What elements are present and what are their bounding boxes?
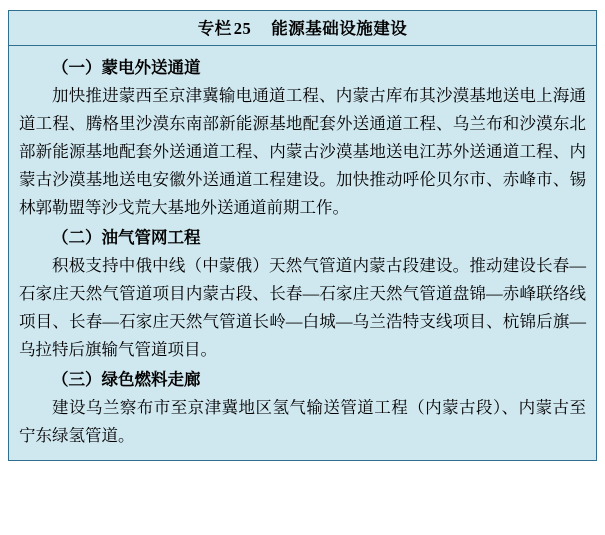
box-title-label: 专栏 [197, 19, 232, 38]
section-heading-3: （三）绿色燃料走廊 [52, 370, 201, 389]
box-title-number: 25 [233, 19, 252, 38]
box-title-text: 能源基础设施建设 [271, 19, 408, 38]
feature-box [8, 10, 597, 461]
section-body-1: 加快推进蒙西至京津冀输电通道工程、内蒙古库布其沙漠基地送电上海通道工程、腾格里沙漠东南部新能源基地配套外送通道工程、乌兰布和沙漠东北部新能源基地配套外送通道工程、内蒙古沙漠基地送电江苏外送通道工程、内蒙古沙漠基地送电安徽外送通道工程建设。加快推动呼伦贝尔市、赤峰市、锡林郭勒盟等沙戈荒大基地外送通道前期工作。 [19, 86, 586, 217]
section-heading-1: （一）蒙电外送通道 [52, 58, 201, 77]
section-body-3: 建设乌兰察布市至京津冀地区氢气输送管道工程（内蒙古段）、内蒙古至宁东绿氢管道。 [19, 398, 586, 445]
box-body [9, 45, 596, 460]
section-body-2: 积极支持中俄中线（中蒙俄）天然气管道内蒙古段建设。推动建设长春—石家庄天然气管道项目内蒙古段、长春—石家庄天然气管道盘锦—赤峰联络线项目、长春—石家庄天然气管道长岭—白城—乌兰浩特支线项目、杭锦后旗—乌拉特后旗输气管道项目。 [19, 256, 586, 359]
section-heading-2: （二）油气管网工程 [52, 228, 201, 247]
box-title [9, 11, 596, 45]
